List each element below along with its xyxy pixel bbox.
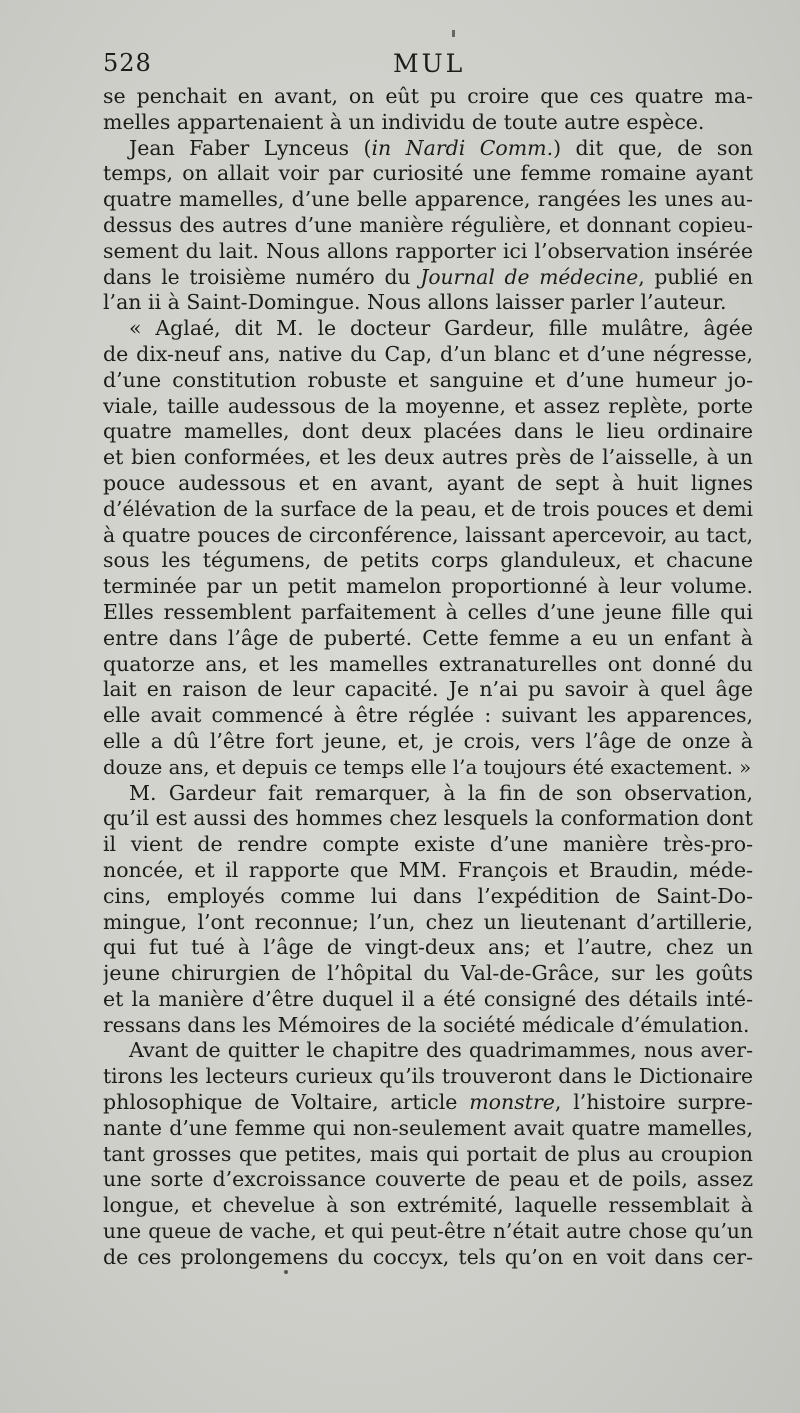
text-line: quatre mamelles, dont deux placées dans le lieu ordinaire [103, 419, 753, 444]
text-line: dessus des autres d’une manière régulière, et donnant copieu- [103, 212, 753, 237]
text-line: à quatre pouces de circonférence, laissant apercevoir, au tact, [103, 522, 753, 547]
printer-dot [284, 1270, 288, 1274]
text-line: noncée, et il rapporte que MM. François et Braudin, méde- [103, 857, 753, 882]
text-line: melles appartenaient à un individu de toute autre espèce. [103, 109, 705, 134]
text-line: tant grosses que petites, mais qui portait de plus au croupion [103, 1141, 753, 1166]
text-line: il vient de rendre compte existe d’une manière très-pro- [103, 832, 753, 857]
text-line: d’élévation de la surface de la peau, et de trois pouces et demi [103, 496, 753, 521]
text-line: temps, on allait voir par curiosité une femme romaine ayant [103, 161, 753, 186]
text-line: pouce audessous et en avant, ayant de sept à huit lignes [103, 470, 753, 495]
text-line: sous les tégumens, de petits corps glanduleux, et chacune [103, 548, 753, 573]
text-line: et la manière d’être duquel il a été consigné des détails inté- [103, 986, 753, 1011]
text-line: tirons les lecteurs curieux qu’ils trouveront dans le Dictionaire [103, 1064, 753, 1089]
text-line: de dix-neuf ans, native du Cap, d’un blanc et d’une négresse, [103, 341, 753, 366]
text-line: une sorte d’excroissance couverte de peau et de poils, assez [103, 1167, 753, 1192]
text-line: douze ans, et depuis ce temps elle l’a toujours été exactement. » [103, 755, 752, 779]
text-line: Avant de quitter le chapitre des quadrimammes, nous aver- [129, 1038, 753, 1063]
text-line: se penchait en avant, on eût pu croire que ces quatre ma- [103, 84, 753, 108]
italic-article-name: monstre [469, 1090, 555, 1115]
text-line: Jean Faber Lynceus (in Nardi Comm.) dit que, de son [129, 135, 753, 160]
text-line: mingue, l’ont reconnue; l’un, chez un lieutenant d’artillerie, [103, 909, 753, 934]
italic-journal-title: Journal de médecine [420, 264, 639, 289]
text-line: cins, employés comme lui dans l’expédition de Saint-Do- [103, 883, 753, 908]
text-line: qu’il est aussi des hommes chez lesquels la conformation dont [103, 806, 753, 831]
text-line: l’an ii à Saint-Domingue. Nous allons laisser parler l’auteur. [103, 290, 727, 315]
text-line: jeune chirurgien de l’hôpital du Val-de-Grâce, sur les goûts [103, 961, 753, 986]
text-line: lait en raison de leur capacité. Je n’ai pu savoir à quel âge [103, 677, 753, 702]
text-line: M. Gardeur fait remarquer, à la fin de son observation, [129, 780, 753, 805]
text-line: longue, et chevelue à son extrémité, laquelle ressemblait à [103, 1193, 753, 1218]
text-line: dans le troisième numéro du Journal de médecine, publié en [103, 264, 753, 289]
text-line: d’une constitution robuste et sanguine et d’une humeur jo- [103, 367, 753, 392]
print-mark [452, 30, 455, 37]
text-line: une queue de vache, et qui peut-être n’était autre chose qu’un [103, 1219, 753, 1244]
text-line: nante d’une femme qui non-seulement avait quatre mamelles, [103, 1115, 753, 1140]
body-text [103, 84, 753, 1271]
text-line: elle a dû l’être fort jeune, et, je crois, vers l’âge de onze à [103, 728, 753, 753]
text-line: qui fut tué à l’âge de vingt-deux ans; et l’autre, chez un [103, 935, 753, 960]
text-line: quatre mamelles, d’une belle apparence, rangées les unes au- [103, 187, 753, 212]
text-line: terminée par un petit mamelon proportionné à leur volume. [103, 574, 753, 599]
text-line: et bien conformées, et les deux autres près de l’aisselle, à un [103, 445, 753, 470]
text-line: « Aglaé, dit M. le docteur Gardeur, fille mulâtre, âgée [129, 316, 753, 341]
text-line: sement du lait. Nous allons rapporter ici l’observation insérée [103, 238, 753, 263]
text-line: de ces prolongemens du coccyx, tels qu’on en voit dans cer- [103, 1244, 753, 1269]
text-line: quatorze ans, et les mamelles extranaturelles ont donné du [103, 651, 753, 676]
italic-citation: in Nardi Comm. [371, 135, 554, 160]
page-number: 528 [103, 49, 152, 77]
text-line: ressans dans les Mémoires de la société médicale d’émulation. [103, 1012, 750, 1037]
page-header [103, 49, 753, 83]
text-line: phlosophique de Voltaire, article monstre, l’histoire surpre- [103, 1090, 753, 1115]
text-line: elle avait commencé à être réglée : suivant les apparences, [103, 703, 753, 728]
text-line: viale, taille audessous de la moyenne, et assez replète, porte [103, 393, 753, 418]
text-line: Elles ressemblent parfaitement à celles d’une jeune fille qui [103, 599, 753, 624]
running-head: MUL [393, 49, 466, 78]
text-line: entre dans l’âge de puberté. Cette femme a eu un enfant à [103, 625, 753, 650]
